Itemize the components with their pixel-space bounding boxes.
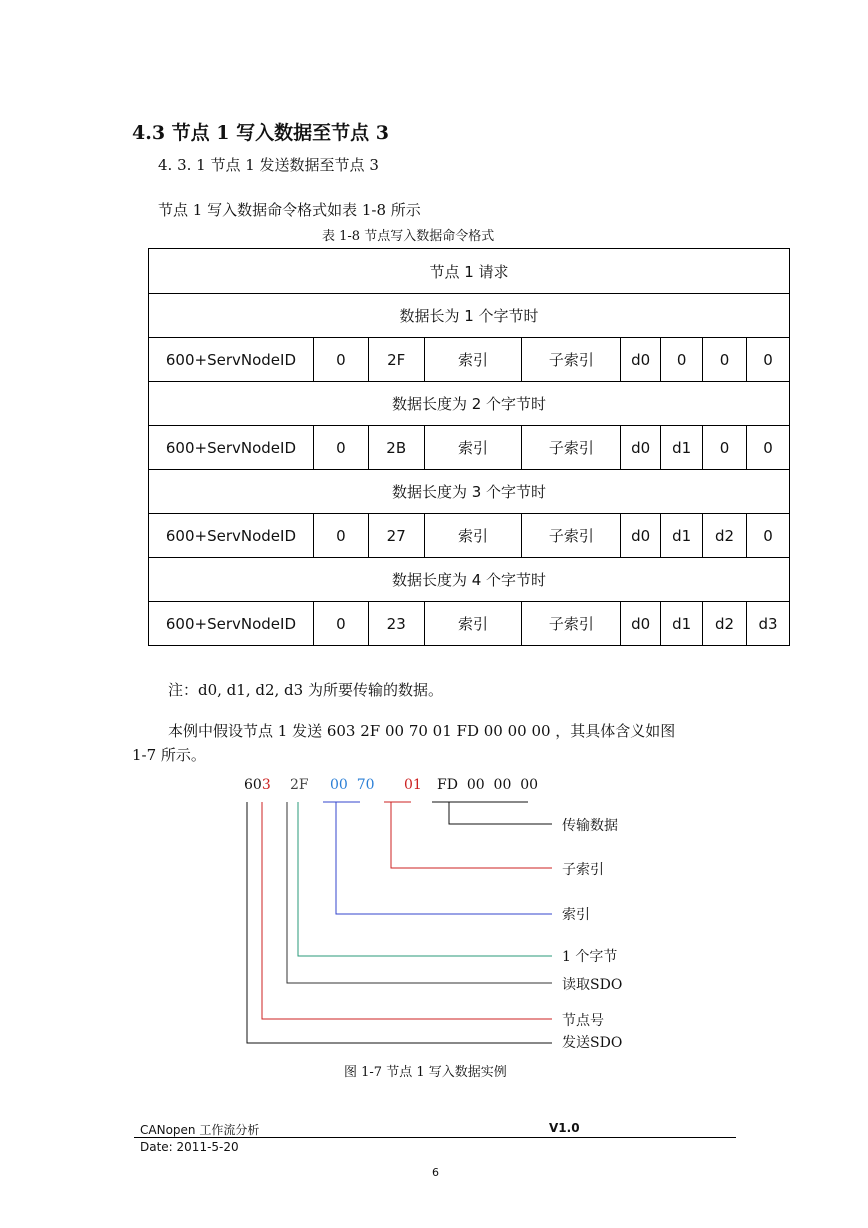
- table-cell: 0: [661, 338, 703, 382]
- example-text-line-2: 1-7 所示。: [132, 746, 206, 764]
- table-cell: 子索引: [522, 338, 621, 382]
- byte-node-prefix: 60: [244, 777, 262, 793]
- table-cell: 索引: [424, 426, 522, 470]
- label-read-sdo: 读取SDO: [562, 977, 623, 993]
- table-cell: d3: [747, 602, 790, 646]
- table-cell: d0: [621, 338, 661, 382]
- connector-send-sdo: [247, 802, 552, 1043]
- label-one-byte: 1 个字节: [562, 949, 618, 965]
- footer-divider: [134, 1137, 736, 1138]
- label-send-sdo: 发送SDO: [562, 1035, 623, 1051]
- table-cell: 600+ServNodeID: [149, 338, 314, 382]
- table-cell: d0: [621, 514, 661, 558]
- footer-date: Date: 2011-5-20: [140, 1140, 239, 1154]
- byte-node: [244, 777, 271, 793]
- table-cell: d1: [661, 426, 703, 470]
- footer-doc-title: CANopen 工作流分析: [140, 1123, 260, 1137]
- figure-caption: 图 1-7 节点 1 写入数据实例: [344, 1065, 507, 1080]
- section-title: 4.3 节点 1 写入数据至节点 3: [132, 122, 389, 144]
- connector-subindex: [384, 802, 552, 868]
- table-cell: d0: [621, 426, 661, 470]
- table-cell: 索引: [424, 338, 522, 382]
- table-cell: d2: [703, 514, 747, 558]
- table-cell: 600+ServNodeID: [149, 426, 314, 470]
- table-cell: 索引: [424, 514, 522, 558]
- label-index: 索引: [562, 907, 590, 923]
- table-cell: 子索引: [522, 426, 621, 470]
- page-number: 6: [432, 1166, 439, 1179]
- table-cell: 2B: [368, 426, 424, 470]
- table-cell: 0: [313, 426, 368, 470]
- byte-cmd: 2F: [290, 777, 309, 793]
- label-node-id: 节点号: [562, 1013, 604, 1029]
- table-cell: d0: [621, 602, 661, 646]
- label-data: 传输数据: [562, 818, 618, 834]
- table-cell: 0: [313, 602, 368, 646]
- group-label: 数据长度为 4 个字节时: [149, 558, 790, 602]
- table-cell: 0: [703, 338, 747, 382]
- byte-node-suffix: 3: [261, 777, 271, 793]
- group-label: 数据长度为 3 个字节时: [149, 470, 790, 514]
- footer-version: V1.0: [549, 1121, 580, 1135]
- note-text: 注：d0, d1, d2, d3 为所要传输的数据。: [168, 681, 443, 699]
- table-cell: 600+ServNodeID: [149, 514, 314, 558]
- table-cell: 子索引: [522, 602, 621, 646]
- table-caption: 表 1-8 节点写入数据命令格式: [322, 229, 495, 244]
- table-cell: 0: [313, 338, 368, 382]
- table-cell: d1: [661, 602, 703, 646]
- byte-subindex: 01: [404, 777, 422, 793]
- table-cell: 27: [368, 514, 424, 558]
- table-cell: 0: [703, 426, 747, 470]
- table-cell: 0: [747, 338, 790, 382]
- connector-data: [432, 802, 552, 824]
- group-label: 数据长度为 2 个字节时: [149, 382, 790, 426]
- table-cell: d1: [661, 514, 703, 558]
- label-subindex: 子索引: [562, 862, 604, 878]
- byte-data: FD 00 00 00: [437, 777, 539, 793]
- table-cell: 600+ServNodeID: [149, 602, 314, 646]
- subsection-title: 4. 3. 1 节点 1 发送数据至节点 3: [158, 156, 379, 174]
- table-cell: 子索引: [522, 514, 621, 558]
- table-cell: 23: [368, 602, 424, 646]
- table-cell: 索引: [424, 602, 522, 646]
- connector-index: [323, 802, 552, 914]
- connector-node-id: [262, 802, 552, 1019]
- table-cell: 0: [313, 514, 368, 558]
- table-cell: 0: [747, 426, 790, 470]
- example-text-line-1: 本例中假设节点 1 发送 603 2F 00 70 01 FD 00 00 00 ，其具体含义如图: [168, 722, 676, 740]
- table-header: 节点 1 请求: [149, 249, 790, 294]
- intro-text: 节点 1 写入数据命令格式如表 1-8 所示: [158, 201, 421, 219]
- byte-index: 00 70: [330, 777, 375, 793]
- table-cell: d2: [703, 602, 747, 646]
- table-cell: 2F: [368, 338, 424, 382]
- group-label: 数据长为 1 个字节时: [149, 294, 790, 338]
- table-cell: 0: [747, 514, 790, 558]
